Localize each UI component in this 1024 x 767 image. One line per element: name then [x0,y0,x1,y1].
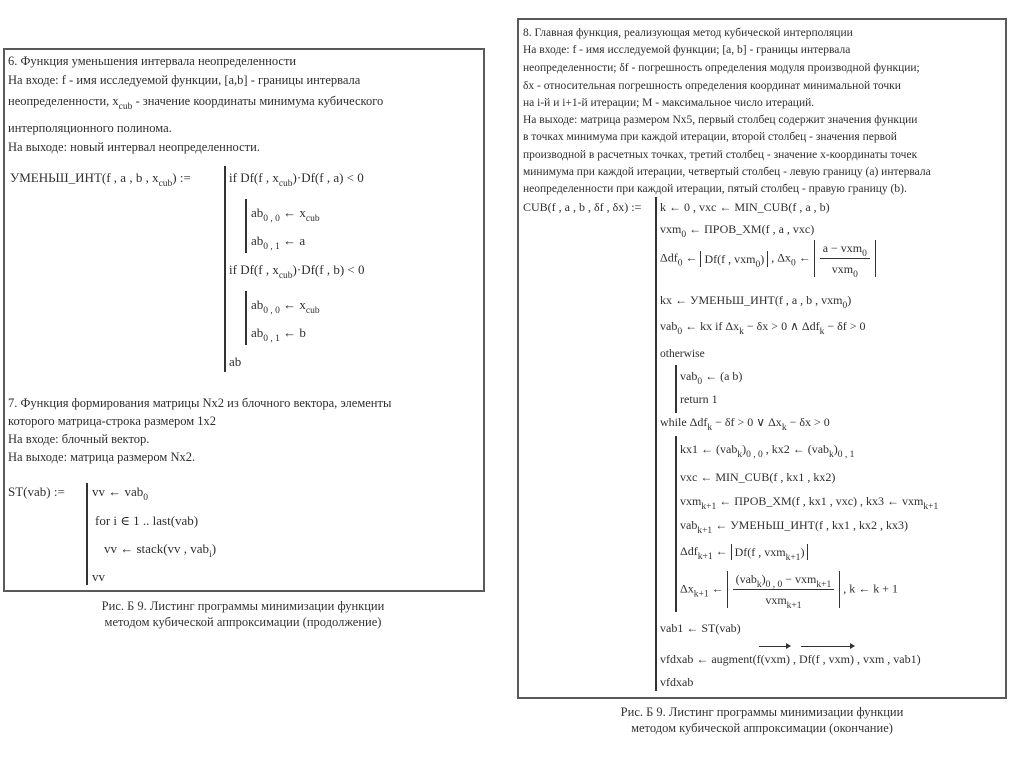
absolute-value: Df(f , vxm$_0$) [700,251,768,267]
subscript: 0 , 0 [263,306,280,316]
sec6-input-2: неопределенности, $x_{cub}$ - значение координаты минимума кубического [8,94,384,112]
code-line: vv [92,569,105,584]
program-bar [245,291,247,345]
code-line: vab1 ← ST(vab) [660,621,741,635]
subscript: i [209,550,212,560]
subscript: 0 [681,230,687,240]
program-bar [675,436,677,612]
func-def-st: ST(vab) := [8,484,65,499]
denominator: vxm$_0$ [831,262,858,280]
subscript: k [737,450,743,460]
code-line: vv ← stack(vv , vab$_i$) [104,541,217,560]
subscript: cub [305,306,320,316]
code-line: otherwise [660,348,705,360]
subscript: k+1 [785,553,801,564]
subscript: k [756,580,762,590]
denominator: vxm$_{k+1}$ [765,593,802,611]
code-line: vab$_0$ ← kx if $\Delta x_k - \delta x > 0$ ∧ Δdf$_k$ − δf > 0 [660,319,866,337]
code-line: vab$_0$ ← (a b) [680,369,743,387]
vectorize-arrow: f(vxm) [756,652,790,666]
sec8-line: δx - относительная погрешность определения координат минимальной точки [523,80,901,92]
numerator: a − vxm$_0$ [820,240,870,259]
program-bar [245,199,247,253]
code-line: vxm$_0$ ← ПРОВ_XM(f , a , vxc) [660,222,815,240]
subscript: k+1 [923,502,939,512]
subscript: 0 , 1 [263,334,280,344]
absolute-value [814,240,876,280]
absolute-value: Df(f , vxm$_{k+1}$) [731,544,809,560]
sec8-line: неопределенности; δf - погрешность определения модуля производной функции; [523,62,920,74]
sec7-title: 7. Функция формирования матрицы Nx2 из блочного вектора, элементы [8,396,392,410]
sec8-line: На выходе: матрица размером Nx5, первый столбец содержит значения функции [523,114,918,126]
code-line: if Df(f , $x_{cub})\cdot Df(f$ , b) < 0 [229,262,365,281]
subscript: 0 [862,249,867,259]
code-line: for i ∈ 1 .. last(vab) [95,513,199,528]
subscript: k+1 [697,552,713,562]
code-line: kx ← УМЕНЬШ_ИНТ(f , a , b , vxm$_0$) [660,293,852,311]
code-line: kx1 ← $(vab_k)_{0 , 0}$ , kx2 ← $(vab_k)_{0 , 1}$ [680,442,855,460]
subscript: k+1 [701,502,717,512]
subscript: k [781,423,787,433]
code-line: vab$_{k+1}$ ← УМЕНЬШ_ИНТ(f , kx1 , kx2 , kx3) [680,518,908,536]
code-line: $ab_{0 , 0}$ ← $x_{cub}$ [251,297,320,316]
numerator: $(vab_k)_{0 , 0} - vxm_{k+1}$ [733,571,835,590]
sec8-line: в точках минимума при каждой итерации, второй столбец - значения первой [523,131,897,143]
sec7-input: На входе: блочный вектор. [8,432,150,446]
subscript: 0 , 1 [837,450,855,460]
code-line: vfdxab [660,675,694,689]
subscript: 0 , 0 [765,580,783,590]
caption-right-1: Рис. Б 9. Листинг программы минимизации функции [620,705,904,719]
code-line: vxm$_{k+1}$ ← ПРОВ_XM(f , kx1 , vxc) , kx3 ← vxm$_{k+1}$ [680,494,939,512]
code-line: $\Delta x_{k+1}$ ← $\frac{(vab_k)_{0 , 0} - vxm_{k+1}}{vxm_{k+1}}$ , k ← k + 1 [680,572,899,611]
subscript: 0 [755,259,761,270]
fraction [733,571,835,611]
sec7-line-2: которого матрица-строка размером 1x2 [8,414,217,428]
subscript: k+1 [697,526,713,536]
code-line: k ← 0 , vxc ← MIN_CUB(f , a , b) [660,200,830,214]
subscript: k+1 [816,580,832,590]
sec6-title: 6. Функция уменьшения интервала неопределенности [8,54,297,68]
code-line: vfdxab ← augment(f(vxm) , Df(f , vxm) , vxm , vab1) [660,652,921,666]
program-bar [224,166,226,372]
subscript: cub [305,214,320,224]
sec6-input-1: На входе: f - имя исследуемой функции, [a,b] - границы интервала [8,73,361,87]
sec7-output: На выходе: матрица размером Nx2. [8,450,196,464]
subscript: k [707,423,713,433]
vectorize-arrow: Df(f , vxm) [798,652,854,666]
func-def-umensh-int: УМЕНЬШ_ИНТ(f , a , b , $x_{cub}$) := [10,170,191,189]
sec6-input-3: интерполяционного полинома. [8,121,172,135]
subscript: 0 , 0 [746,450,763,460]
code-line: Δdf$_{k+1}$ ← Df(f , vxm$_{k+1}$) [680,543,808,560]
subscript: cub [278,271,293,281]
sec8-line: 8. Главная функция, реализующая метод кубической интерполяции [523,27,853,39]
sec6-output: На выходе: новый интервал неопределенности. [8,140,260,154]
caption-left-1: Рис. Б 9. Листинг программы минимизации функции [101,599,385,613]
code-line: vxc ← MIN_CUB(f , kx1 , kx2) [680,470,836,484]
subscript: k [739,327,744,337]
caption-left-2: методом кубической аппроксимации (продолжение) [104,615,382,629]
subscript: k [829,450,834,460]
sec8-line: минимума при каждой итерации, четвертый столбец - левую границу (a) интервала [523,166,931,178]
code-line: ab [229,354,242,369]
fraction [820,240,870,280]
code-line: while Δdf$_k$ − δf > 0 ∨ $\Delta x_k - \delta x > 0$ [660,415,830,433]
code-line: if Df(f , $x_{cub})\cdot Df(f$ , a) < 0 [229,170,364,189]
subscript: 0 , 1 [263,242,280,252]
subscript: 0 [697,377,703,387]
caption-right-2: методом кубической аппроксимации (окончание) [631,721,893,735]
code-line: $ab_{0 , 0}$ ← $x_{cub}$ [251,205,320,224]
program-bar [675,365,677,413]
subscript: 0 [853,270,858,280]
subscript: k+1 [786,601,802,611]
subscript: cub [118,102,133,112]
program-bar [655,197,657,691]
subscript: 0 [677,258,683,269]
code-line: $ab_{0 , 1}$ ← a [251,233,306,252]
subscript: 0 [842,301,848,311]
subscript: 0 [790,258,796,269]
sec8-line: производной в расчетных точках, третий столбец - значение x-координаты точек [523,149,918,161]
program-bar [86,483,88,585]
sec8-line: на i-й и i+1-й итерации; M - максимальное число итераций. [523,97,815,109]
subscript: cub [278,179,293,189]
sec8-line: На входе: f - имя исследуемой функции; [a, b] - границы интервала [523,44,851,56]
subscript: cub [158,179,173,189]
subscript: k+1 [693,589,709,600]
subscript: 0 [677,327,683,337]
code-line: Δdf$_0$ ← Df(f , vxm$_0$) , $\Delta x_0$ ← $\frac{a - vxm_0}{vxm_0}$ [660,240,876,277]
subscript: 0 , 0 [263,214,280,224]
code-line: return 1 [680,392,718,406]
func-def-cub: CUB(f , a , b , δf , δx) := [523,200,642,214]
sec8-line: неопределенности при каждой итерации, пятый столбец - правую границу (b). [523,183,907,195]
subscript: 0 [143,493,149,503]
code-line: vv ← vab$_0$ [92,484,149,503]
subscript: k [819,327,825,337]
code-line: $ab_{0 , 1}$ ← b [251,325,306,344]
